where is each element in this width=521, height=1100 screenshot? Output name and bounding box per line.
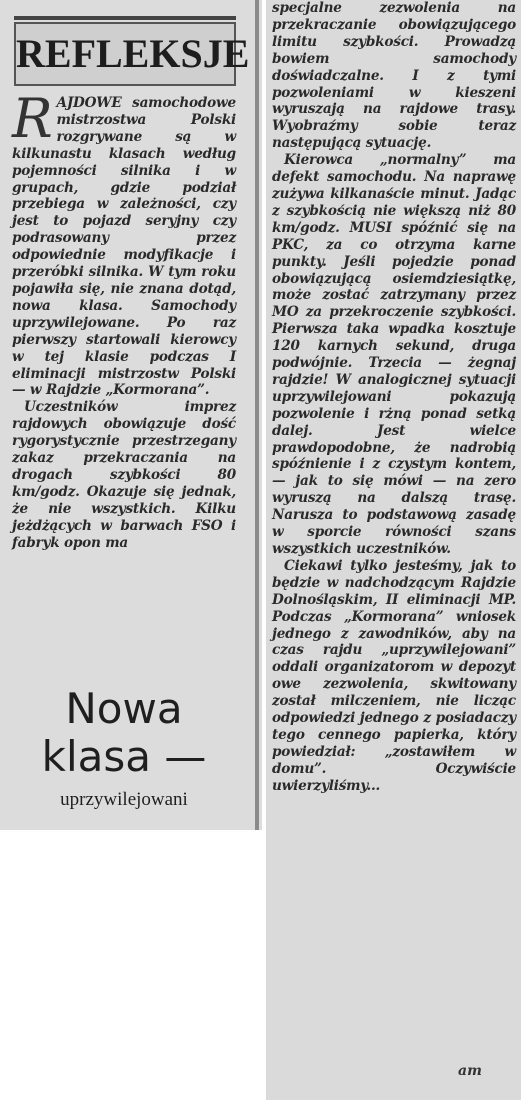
article-right-column [272,0,516,795]
paragraph-1-lead: AJDOWE [56,95,122,111]
paragraph-1-text: samochodowe mistrzostwa Polski rozgrywane są w kilkunastu klasach według pojemności silnika i w grupach, gdzie podział przebiega w zależności, czy jest to pojazd seryjny czy podrasowany przez odpowiednie modyfikacje i przeróbki silnika. W tym roku pojawiła się, nie znana dotąd, nowa klasa. Samochody uprzywilejowane. Po raz pierwszy startowali kierowcy w tej klasie podczas I eliminacji mistrzostw Polski — w Rajdzie „Kormorana”. [12,95,236,399]
headline-line-2: klasa — [41,732,207,781]
header-rule [14,16,236,20]
paragraph-1 [12,87,236,399]
header-box [14,22,250,86]
paragraph-4: Kierowca „normalny” ma defekt samochodu. Na naprawę zużywa kilkanaście minut. Jadąc z szybkością nie większą niż 80 km/godz. MUSI spóźnić się na PKC, za co otrzyma karne punkty. Jeśli pojedzie ponad obowiązującą osiemdziesiątkę, może zostać zatrzymany przez MO za przekroczenie szybkości. Pierwsza taka wpadka kosztuje 120 karnych sekund, druga podwójnie. Trzecia — żegnaj rajdzie! W analogicznej sytuacji uprzywilejowani pokazują pozwolenie i rżną ponad setką dalej. Jest wielce prawdopodobne, że nadrobią spóźnienie i z czystym kontem, — jak to się mówi — na zero wyruszą na dalszą trasę. Narusza to podstawową zasadę w sporcie równości szans wszystkich uczestników. [272,152,516,557]
paragraph-5: Ciekawi tylko jesteśmy, jak to będzie w nadchodzącym Rajdzie Dolnośląskim, II eliminacji MP. Podczas „Kormorana” wniosek jednego z zawodników, aby na czas rajdu „uprzywilejowani” oddali organizatorom w depozyt owe zezwolenia, skwitowany został milczeniem, nie licząc odpowiedzi jednego z posiadaczy tego cennego papierka, który powiedział: „zostawiłem w domu”. Oczywiście uwierzyliśmy... [272,557,516,794]
paragraph-3: specjalne zezwolenia na przekraczanie obowiązującego limitu szybkości. Prowadzą bowiem samochody doświadczalne. I z tymi pozwoleniami w kieszeni wyruszają na rajdowe trasy. Wyobraźmy sobie teraz następującą sytuację. [272,0,516,152]
paragraph-2: Uczestników imprez rajdowych obowiązuje dość rygorystycznie przestrzegany zakaz przekraczania na drogach szybkości 80 km/godz. Okazuje się jednak, że nie wszystkich. Kilku jeżdżących w barwach FSO i fabryk opon ma [12,399,236,551]
drop-cap: R [12,87,53,150]
article-left-column [12,87,236,551]
headline-line-3: uprzywilejowani [60,789,188,810]
author-signature: am [458,1063,482,1079]
headline-line-1: Nowa [65,684,183,733]
clipping-fold-line [255,0,259,830]
section-title: REFLEKSJE [16,31,250,76]
